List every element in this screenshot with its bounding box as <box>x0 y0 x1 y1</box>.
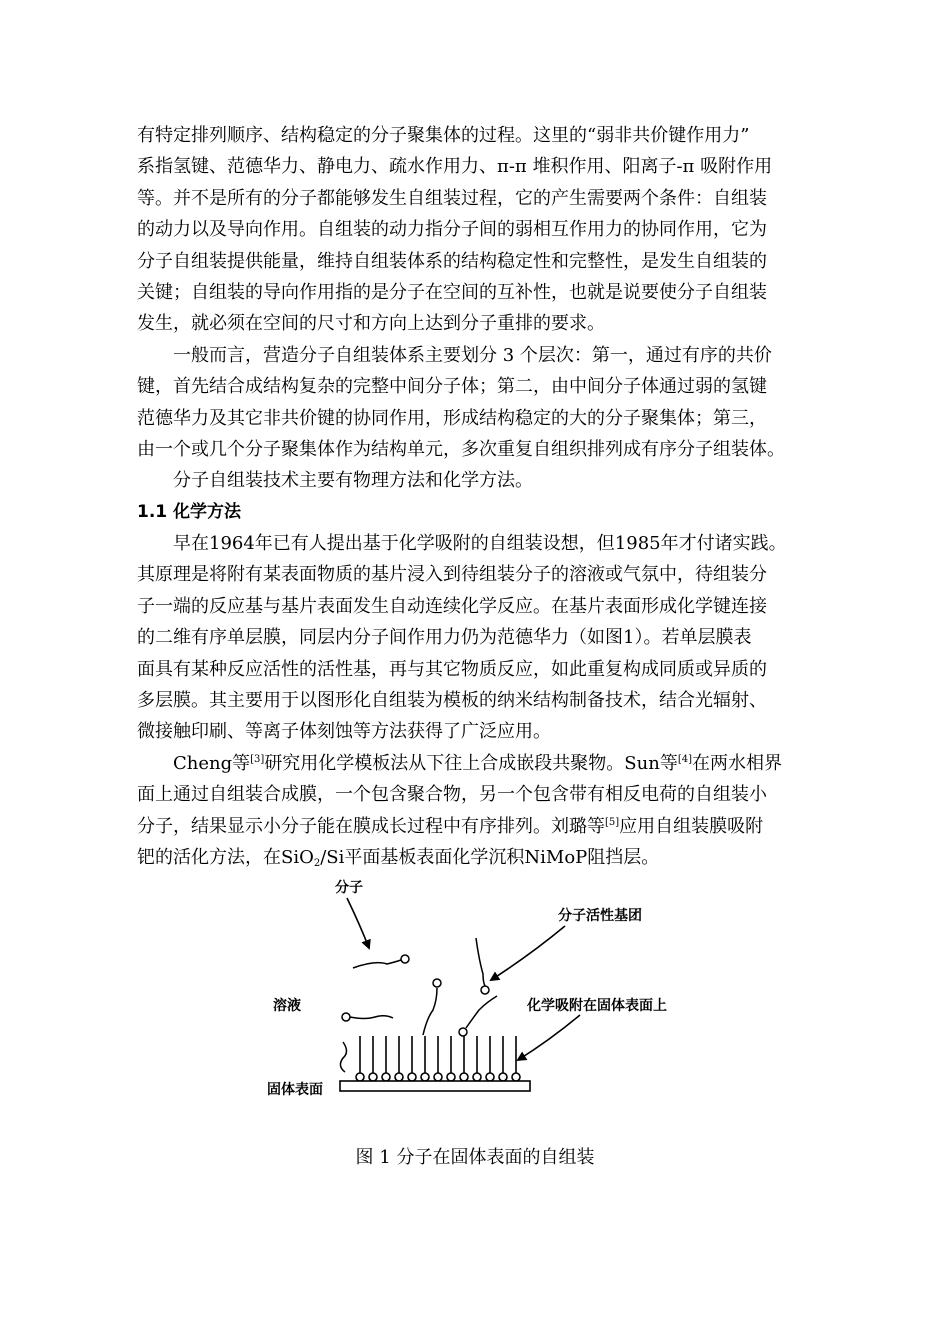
paragraph-1-line: 的动力以及导向作用。自组装的动力指分子间的弱相互作用力的协同作用，它为 <box>137 219 767 241</box>
paragraph-1-line: 系指氢键、范德华力、静电力、疏水作用力、π-π 堆积作用、阳离子-π 吸附作用 <box>137 156 773 178</box>
text-run: Cheng等 <box>173 752 251 774</box>
paragraph-4-line: 多层膜。其主要用于以图形化自组装为模板的纳米结构制备技术，结合光辐射、 <box>137 690 767 712</box>
arrow-chemisorb <box>518 1015 580 1060</box>
paragraph-2-line: 范德华力及其它非共价键的协同作用，形成结构稳定的大的分子聚集体；第三， <box>137 407 767 429</box>
paragraph-2-line: 键，首先结合成结构复杂的完整中间分子体；第二，由中间分子体通过弱的氢键 <box>137 376 767 398</box>
paragraph-4-line: 子一端的反应基与基片表面发生自动连续化学反应。在基片表面形成化学键连接 <box>137 595 767 617</box>
text-run: 应用自组装膜吸附 <box>619 815 764 837</box>
paragraph-4-line: 的二维有序单层膜，同层内分子间作用力仍为范德华力（如图1）。若单层膜表 <box>137 627 752 649</box>
citation-ref: [3] <box>250 753 265 765</box>
arrow-molecule <box>347 898 369 948</box>
paragraph-1-line: 发生，就必须在空间的尺寸和方向上达到分子重排的要求。 <box>137 313 605 335</box>
citation-ref: [4] <box>677 753 692 765</box>
paragraph-1-line: 分子自组装提供能量，维持自组装体系的结构稳定性和完整性，是发生自组装的 <box>137 250 767 272</box>
citation-ref: [5] <box>605 816 620 828</box>
paragraph-1-line: 有特定排列顺序、结构稳定的分子聚集体的过程。这里的“弱非共价键作用力” <box>137 125 750 146</box>
label-molecule: 分子 <box>335 880 363 896</box>
free-molecules <box>342 938 497 1036</box>
text-run: 在两水相界 <box>692 752 782 774</box>
figure-caption: 图 1 分子在固体表面的自组装 <box>355 1147 595 1168</box>
text-run: 钯的活化方法，在SiO <box>137 846 314 868</box>
label-solid-surface: 固体表面 <box>267 1082 323 1098</box>
label-chemisorb: 化学吸附在固体表面上 <box>527 998 667 1014</box>
paragraph-4-line: 其原理是将附有某表面物质的基片浸入到待组装分子的溶液或气氛中，待组装分 <box>137 564 767 586</box>
approaching-molecule <box>340 1042 346 1072</box>
figure-drawing <box>265 870 705 1110</box>
monolayer <box>356 1036 520 1081</box>
paragraph-2-line: 由一个或几个分子聚集体作为结构单元，多次重复自组织排列成有序分子组装体。 <box>137 438 785 460</box>
paragraph-5-line <box>137 748 817 779</box>
paragraph-5-line <box>137 842 817 873</box>
self-assembly-figure <box>265 870 705 1110</box>
section-heading: 1.1 化学方法 <box>137 501 242 522</box>
paragraph-2-line: 一般而言，营造分子自组装体系主要划分 3 个层次：第一，通过有序的共价 <box>173 344 772 366</box>
text-run: /Si平面基板表面化学沉积NiMoP阻挡层。 <box>320 846 660 868</box>
label-active-group: 分子活性基团 <box>558 908 642 924</box>
paragraph-3-line: 分子自组装技术主要有物理方法和化学方法。 <box>173 470 533 492</box>
solid-substrate <box>340 1081 530 1091</box>
subscript: 2 <box>313 857 321 869</box>
paragraph-4-line: 早在1964年已有人提出基于化学吸附的自组装设想，但1985年才付诸实践。 <box>173 533 787 555</box>
text-run: 研究用化学模板法从下往上合成嵌段共聚物。Sun等 <box>264 752 678 774</box>
text-run: 分子，结果显示小分子能在膜成长过程中有序排列。刘璐等 <box>137 815 605 837</box>
body-text <box>137 120 817 873</box>
paragraph-4-line: 微接触印刷、等离子体刻蚀等方法获得了广泛应用。 <box>137 721 551 743</box>
paragraph-4-line: 面具有某种反应活性的活性基，再与其它物质反应，如此重复构成同质或异质的 <box>137 658 767 680</box>
arrow-active-group <box>491 926 565 980</box>
paragraph-1-line: 等。并不是所有的分子都能够发生自组装过程，它的产生需要两个条件：自组装 <box>137 187 767 209</box>
paragraph-1-line: 关键；自组装的导向作用指的是分子在空间的互补性，也就是说要使分子自组装 <box>137 281 767 303</box>
label-solution: 溶液 <box>273 998 301 1014</box>
paragraph-5-line: 面上通过自组装合成膜，一个包含聚合物，另一个包含带有相反电荷的自组装小 <box>137 784 767 806</box>
paragraph-5-line <box>137 811 817 842</box>
